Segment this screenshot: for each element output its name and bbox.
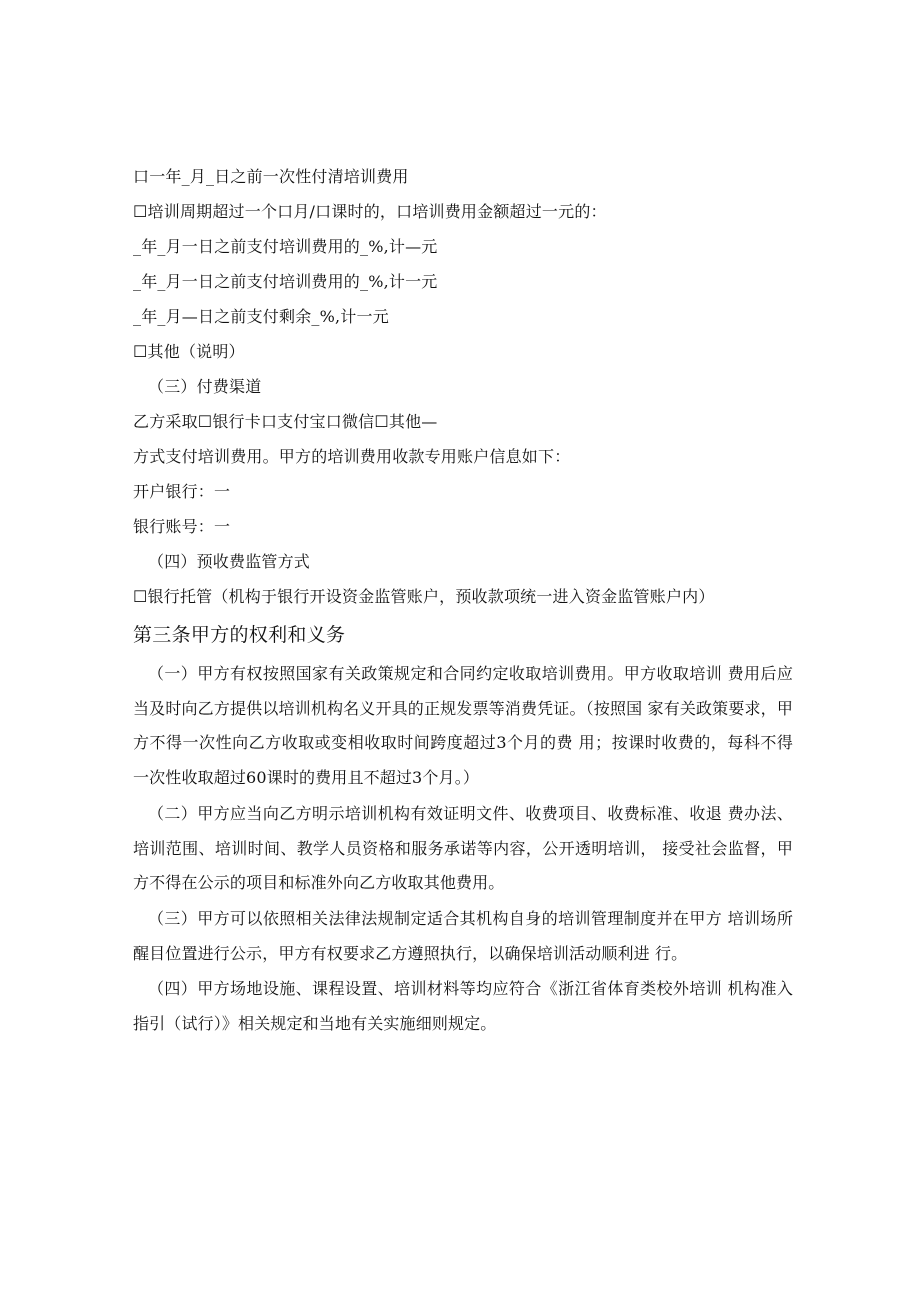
section-prepaid-supervision: （四）预收费监管方式 [148, 552, 311, 571]
payment-option-lump-sum: 口一年_月_日之前一次性付清培训费用 [133, 167, 409, 186]
bank-name-field: 开户银行：一 [133, 482, 231, 501]
paragraph-clause-4: （四）甲方场地设施、课程设置、培训材料等均应符合《浙江省体育类校外培训 机构准入指引（试行）》相关规定和当地有关实施细则规定。 [133, 979, 793, 1033]
paragraph-clause-1: （一）甲方有权按照国家有关政策规定和合同约定收取培训费用。甲方收取培训 费用后应当及时向乙方提供以培训机构名义开具的正规发票等消费凭证。（按照国 家有关政策要求，甲方不得一次性向乙方收取或变相收取时间跨度超过3个月的费 用；按课时收费的，每科不得一次性收取超过60课时的费用且不超过3个月。） [133, 664, 793, 787]
section-payment-channel: （三）付费渠道 [148, 377, 262, 396]
supervision-option-bank-custody: ☐银行托管（机构于银行开设资金监管账户，预收款项统一进入资金监管账户内） [133, 587, 715, 606]
installment-line-2: _年_月一日之前支付培训费用的_%,计一元 [133, 272, 438, 291]
paragraph-clause-3: （三）甲方可以依照相关法律法规制定适合其机构自身的培训管理制度并在甲方 培训场所醒目位置进行公示，甲方有权要求乙方遵照执行，以确保培训活动顺利进 行。 [133, 909, 793, 963]
installment-line-3: _年_月—日之前支付剩余_%,计一元 [133, 307, 389, 326]
payment-option-other: ☐其他（说明） [133, 342, 245, 361]
payment-option-installment: ☐培训周期超过一个口月/口课时的，口培训费用金额超过一元的： [133, 202, 607, 221]
installment-line-1: _年_月一日之前支付培训费用的_%,计—元 [133, 237, 438, 256]
article-three-heading: 第三条甲方的权利和义务 [133, 624, 346, 646]
bank-account-field: 银行账号：一 [133, 517, 231, 536]
payment-channel-options: 乙方采取☐银行卡口支付宝口微信☐其他— [133, 412, 438, 431]
payment-channel-account-intro: 方式支付培训费用。甲方的培训费用收款专用账户信息如下： [133, 447, 571, 466]
paragraph-clause-2: （二）甲方应当向乙方明示培训机构有效证明文件、收费项目、收费标准、收退 费办法、培训范围、培训时间、教学人员资格和服务承诺等内容，公开透明培训， 接受社会监督，甲方不得在公示的项目和标准外向乙方收取其他费用。 [133, 804, 793, 892]
